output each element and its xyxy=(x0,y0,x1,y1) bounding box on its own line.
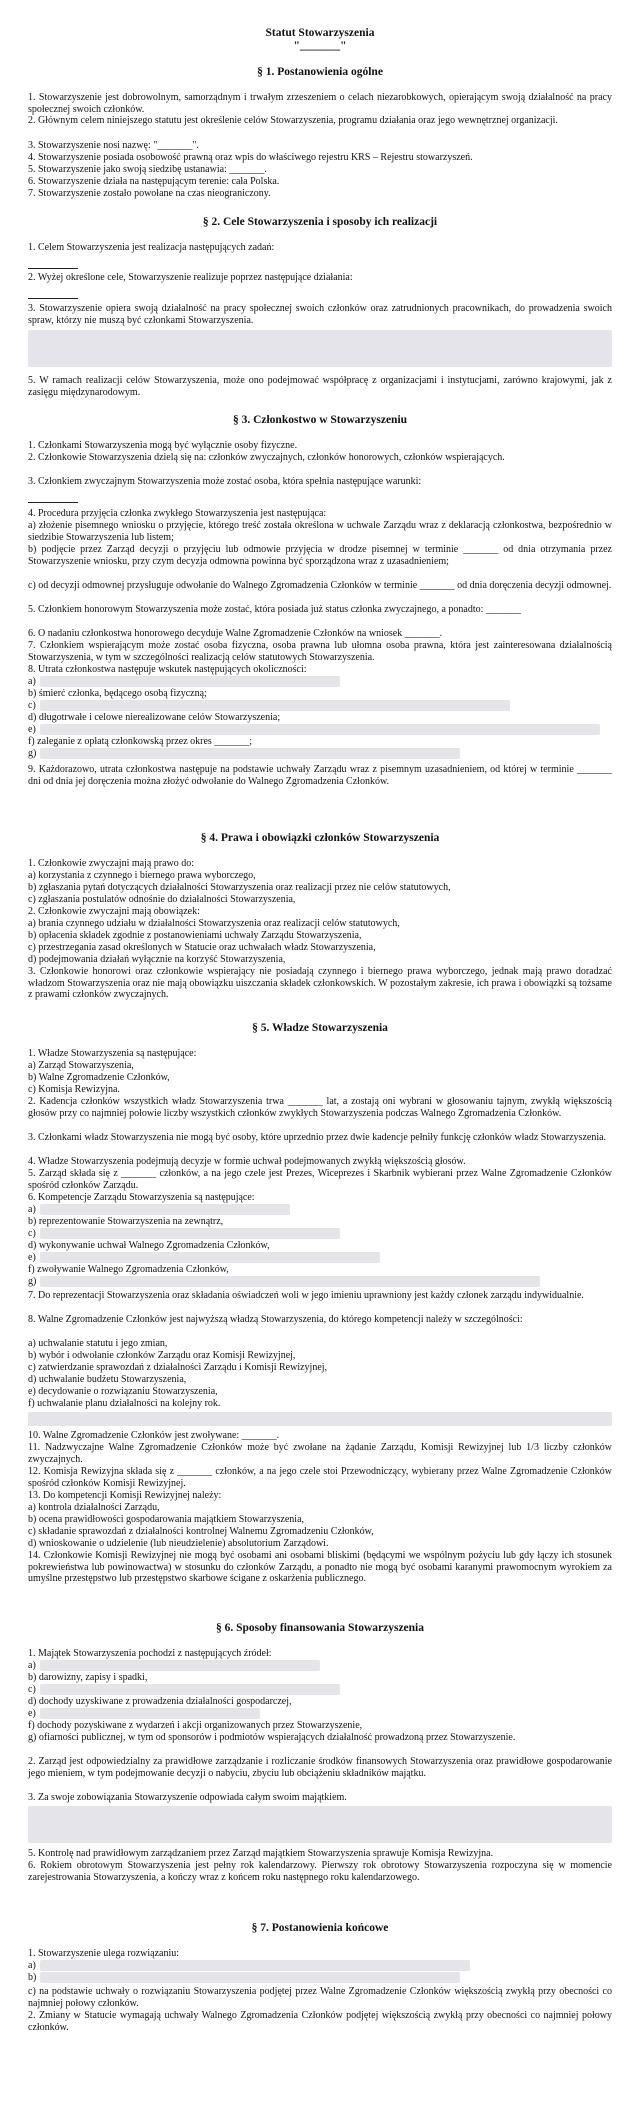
paragraph: 1. Stowarzyszenie jest dobrowolnym, samorządnym i trwałym zrzeszeniem o celach niezarobkowych, opierającym swoją działalność na pracy społecznej swoich członków. xyxy=(28,92,612,115)
paragraph: a) brania czynnego udziału w działalności Stowarzyszenia oraz realizacji celów statutowych, xyxy=(28,918,400,929)
paragraph: 1. Celem Stowarzyszenia jest realizacja następujących zadań: xyxy=(28,242,275,253)
paragraph: 11. Nadzwyczajne Walne Zgromadzenie Członków może być zwołane na żądanie Zarządu, Komisji Rewizyjnej lub 1/3 liczby członków zwyczajnych. xyxy=(28,1442,612,1465)
paragraph: c) zgłaszania postulatów odnośnie do działalności Stowarzyszenia, xyxy=(28,894,296,905)
paragraph: 1. Stowarzyszenie ulega rozwiązaniu: xyxy=(28,1948,180,1959)
paragraph: 3. Członkowie honorowi oraz członkowie wspierający nie posiadają czynnego i biernego prawa wyborczego, jednak mają prawo doradzać władzom Stowarzyszenia oraz nie mają obowiązku uiszczania składek członkowskich. W pozostałym zakresie, ich prawa i obowiązki są tożsame z prawami członków zwyczajnych. xyxy=(28,966,612,1001)
paragraph: 2. Kadencja członków wszystkich władz Stowarzyszenia trwa _______ lat, a zostają oni wybrani w głosowaniu tajnym, zwykłą większością głosów przy co najmniej połowie liczby wszystkich członków zwykłych Stowarzyszenia podczas Walnego Zgromadzenia Członków. xyxy=(28,1096,612,1119)
paragraph: 5. W ramach realizacji celów Stowarzyszenia, może ono podejmować współpracę z organizacjami i instytucjami, zarówno krajowymi, jak z zasięgu międzynarodowym. xyxy=(28,375,612,398)
paragraph: e) xyxy=(28,724,36,735)
paragraph: d) wnioskowanie o udzielenie (lub nieudzielenie) absolutorium Zarządowi. xyxy=(28,1538,329,1549)
paragraph: f) dochody pozyskiwane z wydarzeń i akcji organizowanych przez Stowarzyszenie, xyxy=(28,1720,363,1731)
paragraph: 8. Walne Zgromadzenie Członków jest najwyższą władzą Stowarzyszenia, do którego kompetencji należy w szczególności: xyxy=(28,1314,523,1325)
paragraph: c) xyxy=(28,700,36,711)
paragraph: e) xyxy=(28,1708,36,1719)
paragraph: a) Zarząd Stowarzyszenia, xyxy=(28,1060,134,1071)
paragraph: 7. Stowarzyszenie zostało powołane na czas nieograniczony. xyxy=(28,188,271,199)
paragraph: a) kontrola działalności Zarządu, xyxy=(28,1502,160,1513)
paragraph: a) xyxy=(28,676,36,687)
paragraph: d) podejmowania działań wyłącznie na korzyść Stowarzyszenia, xyxy=(28,954,286,965)
paragraph: 4. Stowarzyszenie posiada osobowość prawną oraz wpis do właściwego rejestru KRS – Rejestru stowarzyszeń. xyxy=(28,152,473,163)
section-4-heading: § 4. Prawa i obowiązki członków Stowarzyszenia xyxy=(200,832,440,844)
blank-line xyxy=(28,298,78,299)
paragraph: a) xyxy=(28,1660,36,1671)
paragraph: 3. Za swoje zobowiązania Stowarzyszenie odpowiada całym swoim majątkiem. xyxy=(28,1792,347,1803)
paragraph: c) składanie sprawozdań z działalności kontrolnej Walnemu Zgromadzeniu Członków, xyxy=(28,1526,374,1537)
paragraph: f) zaleganie z opłatą członkowską przez okres _______; xyxy=(28,736,253,747)
paragraph: 7. Do reprezentacji Stowarzyszenia oraz składania oświadczeń woli w jego imieniu uprawniony jest każdy członek zarządu indywidualnie. xyxy=(28,1290,584,1301)
paragraph: f) zwoływanie Walnego Zgromadzenia Członków, xyxy=(28,1264,229,1275)
paragraph: 3. Stowarzyszenie opiera swoją działalność na pracy społecznej swoich członków oraz zatrudnionych pracownikach, do prowadzenia swoich spraw, którzy nie muszą być członkami Stowarzyszenia. xyxy=(28,303,612,326)
section-1-heading: § 1. Postanowienia ogólne xyxy=(257,66,383,78)
paragraph: 1. Majątek Stowarzyszenia pochodzi z następujących źródeł: xyxy=(28,1648,272,1659)
section-2-heading: § 2. Cele Stowarzyszenia i sposoby ich realizacji xyxy=(202,216,438,228)
paragraph: b) Walne Zgromadzenie Członków, xyxy=(28,1072,170,1083)
paragraph: c) Komisja Rewizyjna. xyxy=(28,1084,120,1095)
paragraph: 1. Władze Stowarzyszenia są następujące: xyxy=(28,1048,197,1059)
blank-line xyxy=(28,502,78,503)
section-7-heading: § 7. Postanowienia końcowe xyxy=(251,1922,389,1934)
paragraph: a) korzystania z czynnego i biernego prawa wyborczego, xyxy=(28,870,256,881)
paragraph: c) xyxy=(28,1228,36,1239)
paragraph: c) od decyzji odmownej przysługuje odwołanie do Walnego Zgromadzenia Członków w terminie _______ od dnia doręczenia decyzji odmownej. xyxy=(28,580,612,591)
paragraph: 1. Członkowie zwyczajni mają prawo do: xyxy=(28,858,195,869)
paragraph: 2. Członkowie Stowarzyszenia dzielą się na: członków zwyczajnych, członków honorowych, członków wspierających. xyxy=(28,452,505,463)
paragraph: 6. Stowarzyszenie działa na następującym terenie: cała Polska. xyxy=(28,176,280,187)
document-title: Statut Stowarzyszenia xyxy=(265,27,375,39)
paragraph: b) darowizny, zapisy i spadki, xyxy=(28,1672,148,1683)
paragraph: b) zgłaszania pytań dotyczących działalności Stowarzyszenia oraz realizacji przez nie celów statutowych, xyxy=(28,882,451,893)
paragraph: b) podjęcie przez Zarząd decyzji o przyjęciu lub odmowie przyjęcia w drodze pisemnej w terminie _______ od dnia otrzymania przez Stowarzyszenie wniosku, przy czym decyzja odmowna powinna być sporządzona wraz z uzasadnieniem; xyxy=(28,544,612,567)
paragraph: 9. Każdorazowo, utrata członkostwa następuje na podstawie uchwały Zarządu wraz z pisemnym uzasadnieniem, od której w terminie _______ dni od dnia jej doręczenia można złożyć odwołanie do Walnego Zgromadzenia Członków. xyxy=(28,764,612,787)
paragraph: b) xyxy=(28,1972,37,1983)
paragraph: a) xyxy=(28,1960,36,1971)
paragraph: c) na podstawie uchwały o rozwiązaniu Stowarzyszenia podjętej przez Walne Zgromadzenie Członków większością zwykłą przy obecności co najmniej połowy członków. xyxy=(28,1986,612,2009)
paragraph: a) xyxy=(28,1204,36,1215)
paragraph: b) ocena prawidłowości gospodarowania majątkiem Stowarzyszenia, xyxy=(28,1514,305,1525)
paragraph: g) ofiarności publicznej, w tym od sponsorów i podmiotów wspierających działalność prowadzoną przez Stowarzyszenie. xyxy=(28,1732,516,1743)
paragraph: 1. Członkami Stowarzyszenia mogą być wyłącznie osoby fizyczne. xyxy=(28,440,298,451)
paragraph: 5. Kontrolę nad prawidłowym zarządzaniem przez Zarząd majątkiem Stowarzyszenia sprawuje Komisja Rewizyjna. xyxy=(28,1848,494,1859)
paragraph: d) wykonywanie uchwał Walnego Zgromadzenia Członków, xyxy=(28,1240,270,1251)
paragraph: 2. Zmiany w Statucie wymagają uchwały Walnego Zgromadzenia Członków podjętej większością zwykłą przy obecności co najmniej połowy członków. xyxy=(28,2010,612,2033)
paragraph: b) reprezentowanie Stowarzyszenia na zewnątrz, xyxy=(28,1216,224,1227)
paragraph: c) przestrzegania zasad określonych w Statucie oraz uchwałach władz Stowarzyszenia, xyxy=(28,942,376,953)
document-title-quote: "_______" xyxy=(293,40,347,52)
paragraph: g) xyxy=(28,748,37,759)
paragraph: 6. Rokiem obrotowym Stowarzyszenia jest pełny rok kalendarzowy. Pierwszy rok obrotowy Stowarzyszenia rozpoczyna się w momencie zarejestrowania Stowarzyszenia, a kończy wraz z końcem roku następnego roku kalendarzowego. xyxy=(28,1860,612,1883)
paragraph: g) xyxy=(28,1276,37,1287)
paragraph: 2. Zarząd jest odpowiedzialny za prawidłowe zarządzanie i rozliczanie środków finansowych Stowarzyszenia oraz prawidłowe gospodarowanie jego mieniem, w tym podejmowanie decyzji o nabyciu, zbyciu lub obciążeniu składników majątku. xyxy=(28,1756,612,1779)
paragraph: 6. O nadaniu członkostwa honorowego decyduje Walne Zgromadzenie Członków na wniosek _______. xyxy=(28,628,443,639)
section-5-heading: § 5. Władze Stowarzyszenia xyxy=(252,1022,388,1034)
paragraph: 6. Kompetencje Zarządu Stowarzyszenia są następujące: xyxy=(28,1192,255,1203)
paragraph: 2. Głównym celem niniejszego statutu jest określenie celów Stowarzyszenia, programu działania oraz jego wewnętrznej organizacji. xyxy=(28,115,558,126)
paragraph: 12. Komisja Rewizyjna składa się z _______ członków, a na jego czele stoi Przewodniczący, wybierany przez Walne Zgromadzenie Członków spośród członków Komisji Rewizyjnej. xyxy=(28,1466,612,1489)
paragraph: 3. Członkami władz Stowarzyszenia nie mogą być osoby, które uprzednio przez dwie kadencje pełniły funkcję członków władz Stowarzyszenia. xyxy=(28,1132,607,1143)
paragraph: 3. Stowarzyszenie nosi nazwę: "_______". xyxy=(28,140,199,151)
paragraph: 5. Członkiem honorowym Stowarzyszenia może zostać, która posiada już status członka zwyczajnego, a ponadto: _______ xyxy=(28,604,521,615)
paragraph: a) uchwalanie statutu i jego zmian, xyxy=(28,1338,168,1349)
paragraph: 5. Stowarzyszenie jako swoją siedzibę ustanawia: _______. xyxy=(28,164,267,175)
paragraph: 2. Członkowie zwyczajni mają obowiązek: xyxy=(28,906,200,917)
paragraph: 4. Władze Stowarzyszenia podejmują decyzje w formie uchwał podejmowanych zwykłą większością głosów. xyxy=(28,1156,466,1167)
blank-line xyxy=(28,268,78,269)
paragraph: d) uchwalanie budżetu Stowarzyszenia, xyxy=(28,1374,187,1385)
paragraph: 13. Do kompetencji Komisji Rewizyjnej należy: xyxy=(28,1490,222,1501)
paragraph: b) opłacenia składek zgodnie z postanowieniami uchwały Zarządu Stowarzyszenia, xyxy=(28,930,362,941)
paragraph: 5. Zarząd składa się z _______ członków, a na jego czele jest Prezes, Wiceprezes i Skarbnik wybierani przez Walne Zgromadzenie Członków spośród członków Zarządu. xyxy=(28,1168,612,1191)
paragraph: 3. Członkiem zwyczajnym Stowarzyszenia może zostać osoba, która spełnia następujące warunki: xyxy=(28,476,422,487)
paragraph: c) zatwierdzanie sprawozdań z działalności Zarządu i Komisji Rewizyjnej, xyxy=(28,1362,328,1373)
paragraph: d) długotrwałe i celowe nierealizowane celów Stowarzyszenia; xyxy=(28,712,281,723)
section-3-heading: § 3. Członkostwo w Stowarzyszeniu xyxy=(232,414,408,426)
paragraph: e) xyxy=(28,1252,36,1263)
section-6-heading: § 6. Sposoby finansowania Stowarzyszenia xyxy=(216,1622,424,1634)
paragraph: 7. Członkiem wspierającym może zostać osoba fizyczna, osoba prawna lub ułomna osoba prawna, która jest zainteresowana działalnością Stowarzyszenia, w tym w szczególności realizacją celów statutowych Stowarzyszenia. xyxy=(28,640,612,663)
paragraph: d) dochody uzyskiwane z prowadzenia działalności gospodarczej, xyxy=(28,1696,292,1707)
paragraph: 8. Utrata członkostwa następuje wskutek następujących okoliczności: xyxy=(28,664,307,675)
paragraph: a) złożenie pisemnego wniosku o przyjęcie, którego treść została określona w uchwale Zarządu wraz z deklaracją członkostwa, bezpośrednio w siedzibie Stowarzyszenia lub listem; xyxy=(28,520,612,543)
paragraph: 10. Walne Zgromadzenie Członków jest zwoływane: _______. xyxy=(28,1430,280,1441)
paragraph: f) uchwalanie planu działalności na kolejny rok. xyxy=(28,1398,221,1409)
paragraph: 4. Procedura przyjęcia członka zwykłego Stowarzyszenia jest następująca: xyxy=(28,508,327,519)
paragraph: e) decydowanie o rozwiązaniu Stowarzyszenia, xyxy=(28,1386,218,1397)
paragraph: 14. Członkowie Komisji Rewizyjnej nie mogą być osobami ani osobami bliskimi (będącymi we wspólnym pożyciu lub gdy łączy ich stosunek pokrewieństwa lub powinowactwa) w stosunku do członków Zarządu, a ponadto nie mogą być osobami karanymi prawomocnym wyrokiem za umyślne przestępstwo lub przestępstwo skarbowe ścigane z oskarżenia publicznego. xyxy=(28,1550,612,1585)
paragraph: c) xyxy=(28,1684,36,1695)
paragraph: b) śmierć członka, będącego osobą fizyczną; xyxy=(28,688,207,699)
paragraph: 2. Wyżej określone cele, Stowarzyszenie realizuje poprzez następujące działania: xyxy=(28,272,353,283)
paragraph: b) wybór i odwołanie członków Zarządu oraz Komisji Rewizyjnej, xyxy=(28,1350,296,1361)
